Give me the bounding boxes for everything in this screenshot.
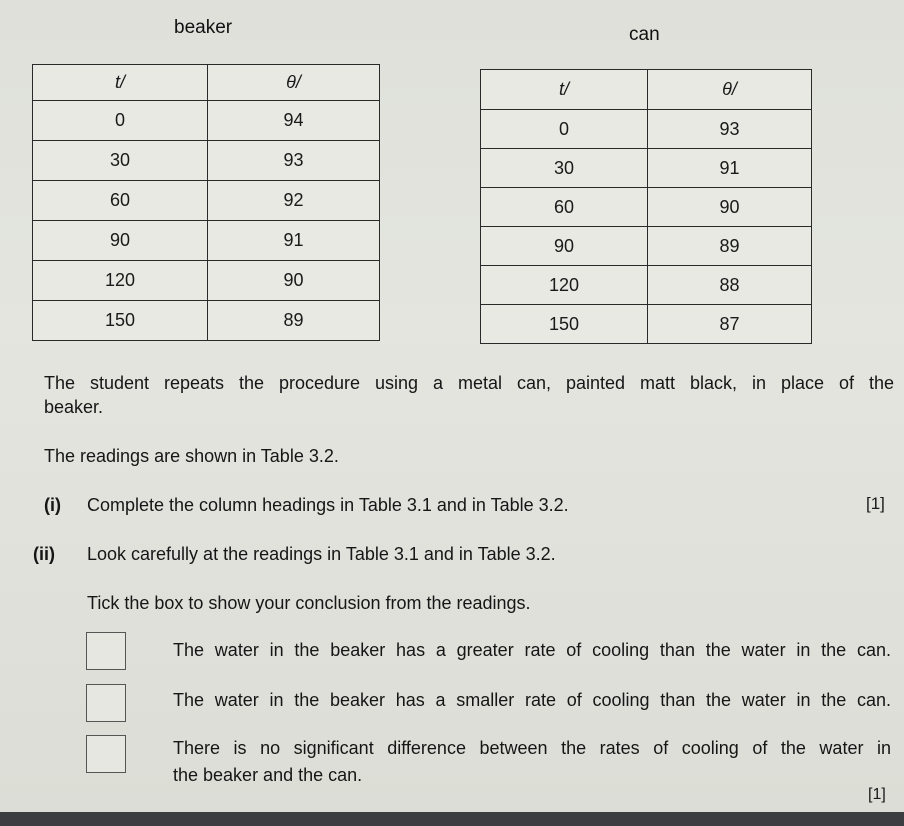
cell: 90 <box>33 221 208 261</box>
option-no-difference-line-1: There is no significant difference between the rates of cooling of the water in <box>173 738 891 758</box>
cell: 90 <box>481 227 648 266</box>
cell: 150 <box>481 305 648 344</box>
cell: 91 <box>208 221 380 261</box>
cell: 87 <box>648 305 812 344</box>
intro-line-2: beaker. <box>44 397 104 417</box>
table-row <box>481 149 812 188</box>
cell: 30 <box>33 141 208 181</box>
final-mark: [1] <box>868 786 886 803</box>
cell: 0 <box>481 110 648 149</box>
option-smaller: The water in the beaker has a smaller rate of cooling than the water in the can. <box>173 690 891 710</box>
caption-beaker: beaker <box>174 17 233 38</box>
table-row <box>481 188 812 227</box>
cell: 150 <box>33 301 208 341</box>
screen-bottom-edge <box>0 812 904 826</box>
table-row <box>481 227 812 266</box>
readings-text: The readings are shown in Table 3.2. <box>44 446 339 466</box>
cell: 93 <box>208 141 380 181</box>
option-no-difference-line-2: the beaker and the can. <box>173 765 363 785</box>
cell: 90 <box>208 261 380 301</box>
table-row <box>33 301 380 341</box>
cell: 60 <box>33 181 208 221</box>
table-beaker <box>32 64 380 341</box>
cell: 90 <box>648 188 812 227</box>
cell: 91 <box>648 149 812 188</box>
header-temperature: θ/ <box>208 65 380 101</box>
table-row <box>33 181 380 221</box>
part-i-text: Complete the column headings in Table 3.1 and in Table 3.2. <box>87 495 569 515</box>
table-row <box>33 261 380 301</box>
part-ii-text: Look carefully at the readings in Table 3.1 and in Table 3.2. <box>87 544 556 564</box>
cell: 30 <box>481 149 648 188</box>
cell: 0 <box>33 101 208 141</box>
header-time: t/ <box>481 70 648 110</box>
part-i-label: (i) <box>44 495 61 515</box>
header-time: t/ <box>33 65 208 101</box>
table-row <box>33 221 380 261</box>
header-temperature: θ/ <box>648 70 812 110</box>
table-row <box>33 141 380 181</box>
tick-box-greater[interactable] <box>86 632 126 670</box>
cell: 89 <box>648 227 812 266</box>
table-can <box>480 69 812 344</box>
tick-box-smaller[interactable] <box>86 684 126 722</box>
part-i-mark: [1] <box>866 494 885 513</box>
table-row <box>481 266 812 305</box>
table-row <box>481 305 812 344</box>
cell: 93 <box>648 110 812 149</box>
cell: 60 <box>481 188 648 227</box>
tick-box-no-difference[interactable] <box>86 735 126 773</box>
part-ii-label: (ii) <box>33 544 55 564</box>
cell: 92 <box>208 181 380 221</box>
table-row <box>33 101 380 141</box>
option-greater: The water in the beaker has a greater rate of cooling than the water in the can. <box>173 640 891 660</box>
tick-instruction: Tick the box to show your conclusion from the readings. <box>87 593 531 613</box>
cell: 120 <box>481 266 648 305</box>
intro-line-1: The student repeats the procedure using a metal can, painted matt black, in place of the <box>44 373 894 393</box>
cell: 89 <box>208 301 380 341</box>
cell: 94 <box>208 101 380 141</box>
cell: 120 <box>33 261 208 301</box>
cell: 88 <box>648 266 812 305</box>
caption-can: can <box>629 24 660 45</box>
table-row <box>481 110 812 149</box>
